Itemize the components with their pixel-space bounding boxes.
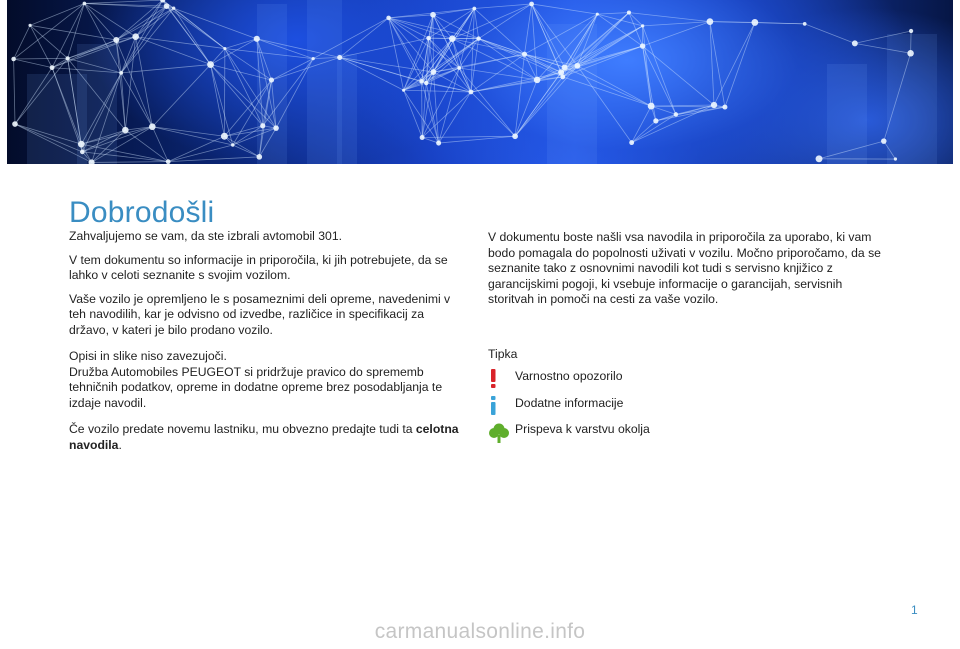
network-line [479,4,532,39]
network-node [223,47,226,50]
network-node [430,69,436,75]
network-node [269,78,274,83]
network-line [632,114,676,142]
network-line [404,90,471,92]
network-line [656,107,725,121]
network-node [522,52,527,57]
network-node [560,75,565,80]
network-node [674,112,678,116]
network-line [805,24,855,43]
network-node [50,65,55,70]
network-line [136,8,174,37]
network-line [211,65,225,137]
network-line [233,145,260,157]
network-node [707,18,714,25]
disclaimer-paragraph [69,349,464,411]
network-line [429,38,453,39]
network-node [436,141,441,146]
network-node [653,118,658,123]
network-line [30,3,84,25]
network-node [894,157,897,160]
network-line [174,8,257,39]
network-node [254,36,260,42]
network-line [211,65,233,145]
page-number: 1 [911,603,918,617]
network-line [629,13,710,22]
network-line [30,25,116,40]
network-node [166,159,171,164]
info-paragraph: V tem dokumentu so informacije in priporočila, ki jih potrebujete, da se lahko v celoti seznanite s svojim vozilom. [69,252,448,282]
legend-title: Tipka [488,347,518,361]
network-line [422,81,423,137]
network-node [909,29,913,33]
network-line [136,6,167,37]
network-node [11,57,16,62]
warning-exclamation-icon [488,367,510,389]
network-node [172,7,175,10]
network-line [14,25,30,59]
watermark: carmanualsonline.info [374,620,586,643]
network-node [386,16,391,21]
network-line [84,0,162,3]
network-node [711,102,717,108]
legend-label-environment: Prispeva k varstvu okolja [515,422,650,436]
network-node [469,90,474,95]
network-line [163,0,211,64]
skyline-building [547,24,597,164]
network-line [389,18,404,90]
network-line [168,157,259,162]
network-node [78,141,85,148]
network-line [597,13,629,15]
network-line [116,6,166,40]
network-node [260,123,265,128]
skyline-building [307,0,342,164]
right-text-column [488,230,888,308]
network-node [221,133,228,140]
network-node [449,35,456,42]
network-node [80,150,85,155]
network-line [121,73,125,130]
network-node [312,57,315,60]
skyline-building [827,64,867,164]
network-line [125,130,168,162]
legend-item-environment [488,420,788,442]
tree-icon [488,422,510,444]
network-line [422,138,438,144]
network-node [164,3,170,9]
network-line [14,59,52,68]
network-node [424,81,428,85]
network-line [121,65,210,73]
page-title: Dobrodošli [69,196,215,229]
network-node [640,43,645,48]
network-node [231,143,234,146]
network-node [596,13,599,16]
network-node [28,24,31,27]
network-line [474,9,478,39]
network-node [149,123,156,130]
skyline-building [337,54,357,164]
network-node [476,36,480,40]
network-line [710,22,755,23]
legend-label-warning: Varnostno opozorilo [515,369,623,383]
network-line [597,14,642,26]
network-line [14,58,68,59]
info-icon [488,394,510,416]
network-node [257,154,263,160]
network-node [751,19,758,26]
network-line [14,3,85,59]
network-node [629,140,634,145]
handover-text: Če vozilo predate novemu lastniku, mu obvezno predajte tudi ta [69,422,416,436]
network-line [643,46,714,105]
network-node [12,121,18,127]
disclaimer-line-2: Družba Automobiles PEUGEOT si pridržuje pravico do sprememb tehničnih podatkov, opreme in dodatne opreme brez posodabljanja te izdaje navodil. [69,364,443,410]
network-line [632,106,652,143]
network-node [337,55,342,60]
network-node [132,33,139,40]
network-node [457,66,461,70]
network-line [632,121,656,143]
network-line [632,105,714,143]
network-node [426,36,431,41]
handover-bold-text: celotna navodila [69,422,459,452]
network-line [14,59,15,124]
network-node [852,40,858,46]
network-line [84,3,116,40]
header-banner-image [7,0,953,164]
legend-item-warning [488,367,788,389]
network-node [648,103,655,110]
network-line [479,39,525,55]
network-line [525,4,532,54]
network-line [459,68,515,136]
network-line [651,105,714,106]
network-node [207,61,214,68]
network-line [714,22,755,105]
network-line [84,3,135,36]
network-line [532,4,598,14]
network-node [529,2,534,7]
network-node [419,79,424,84]
network-line [340,38,429,57]
network-node [113,37,119,43]
intro-paragraph: Zahvaljujemo se vam, da ste izbrali avtomobil 301. [69,229,342,243]
network-node [803,22,807,26]
network-line [725,22,755,107]
network-line [340,18,389,58]
recommendation-paragraph: V dokumentu boste našli vsa navodila in priporočila za uporabo, ki vam bodo pomagala do popolnosti uživati v vozilu. Močno priporočamo, da se seznanite tako z osnovnimi navodili kot tudi s servisno knjižico z garancijskimi pogoji, ki vsebuje informacije o garancijah, servisnih storitvah in pomoči na cesti za vaše vozilo. [488,230,881,306]
network-line [152,65,210,127]
network-node [722,105,727,110]
network-line [452,4,531,39]
legend-item-info [488,394,788,416]
equipment-paragraph: Vaše vozilo je opremljeno le s posameznimi deli opreme, navedenimi v teh navodilih, kar je odvisno od izvedbe, različice in specifikacij za državo, v kateri je bilo prodano vozilo. [69,291,451,337]
network-line [121,0,162,73]
network-node [273,125,279,131]
network-node [881,138,887,144]
handover-paragraph [69,422,464,453]
network-node [430,12,436,18]
network-node [534,77,541,84]
network-line [471,92,515,136]
network-line [136,37,153,127]
network-line [225,39,257,49]
disclaimer-line-1: Opisi in slike niso zavezujoči. [69,349,227,363]
network-node [627,11,631,15]
network-node [907,50,914,57]
network-node [66,56,70,60]
network-node [402,89,405,92]
network-node [83,2,87,6]
network-node [472,7,476,11]
network-line [174,8,211,64]
handover-end: . [118,437,122,452]
left-text-column [69,229,464,453]
network-node [575,63,581,69]
network-line [136,37,211,65]
network-node [641,24,644,27]
network-node [558,69,564,75]
network-line [152,127,168,162]
legend-label-info: Dodatne informacije [515,396,624,410]
network-pattern-graphic [7,0,953,164]
network-node [119,71,123,75]
network-node [816,155,823,162]
network-node [122,127,129,134]
network-node [562,64,568,70]
network-node [420,135,425,140]
network-node [512,133,518,139]
